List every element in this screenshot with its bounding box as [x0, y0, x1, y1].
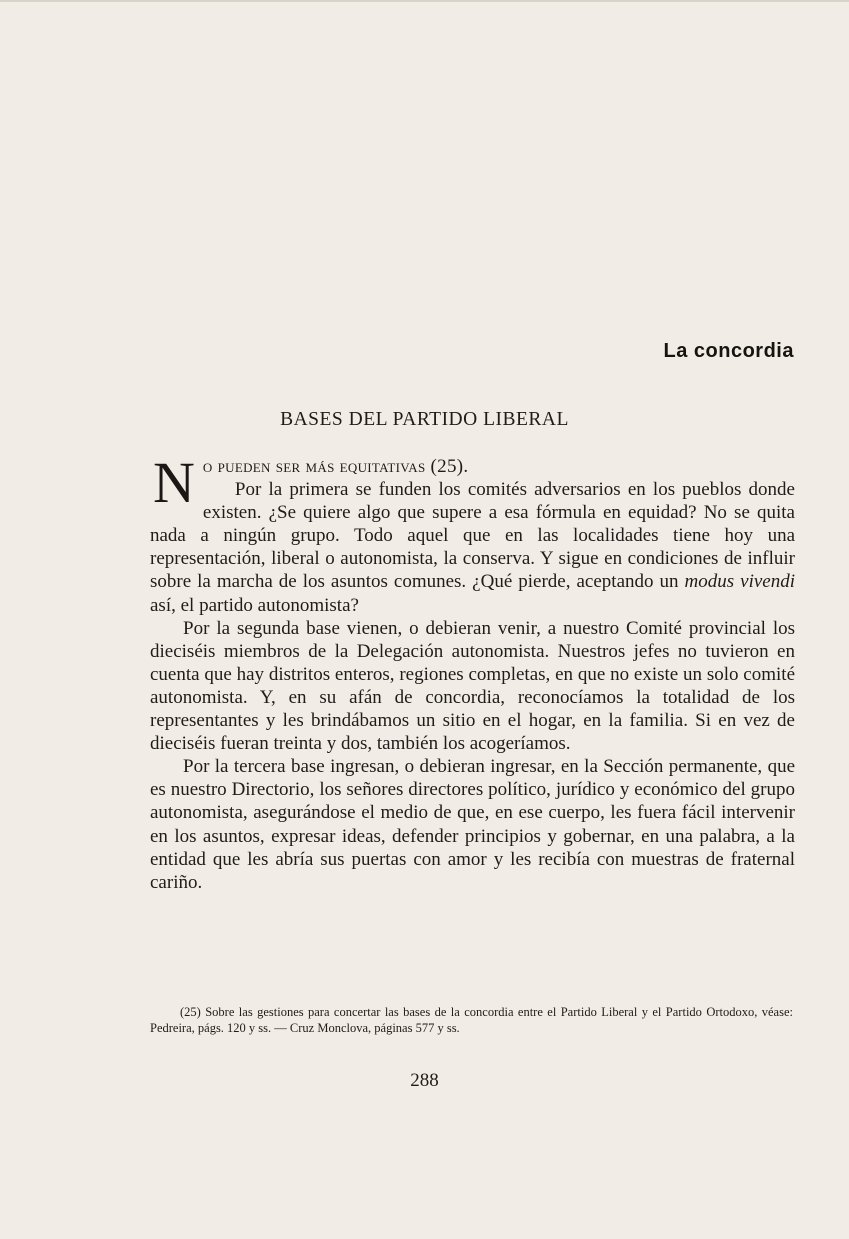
footnote: (25) Sobre las gestiones para concertar las bases de la concordia entre el Partido Liberal y el Partido Ortodoxo, véase: Pedreira, págs. 120 y ss. — Cruz Monclova, páginas 577 y ss. — [150, 1005, 793, 1035]
drop-cap: N — [153, 450, 195, 515]
page-number: 288 — [410, 1070, 439, 1091]
italic-phrase: modus vivendi — [684, 571, 796, 593]
body-text — [150, 450, 796, 894]
section-title: La concordia — [663, 340, 794, 362]
opening-paragraph — [150, 450, 796, 617]
opening-words: o pueden ser más equitativas (25). — [202, 456, 469, 477]
page-edge — [0, 0, 849, 2]
chapter-heading: BASES DEL PARTIDO LIBERAL — [280, 409, 569, 430]
paragraph-2: Por la segunda base vienen, o debieran venir, a nuestro Comité provincial los dieciséis miembros de la Delegación autonomista. Nuestros jefes no tuvieron en cuenta que hay distritos enteros, regiones completas, en que no existe un solo comité autonomista. Y, en su afán de concordia, reconocíamos la totalidad de los representantes y les brindábamos un sitio en el hogar, en la familia. Si en vez de dieciséis fueran treinta y dos, también los acogeríamos. — [150, 617, 795, 755]
paragraph-3: Por la tercera base ingresan, o debieran ingresar, en la Sección permanente, que es nuestro Directorio, los señores directores político, jurídico y económico del grupo autonomista, asegurándose el medio de que, en ese cuerpo, les fuera fácil intervenir en los asuntos, expresar ideas, defender principios y gobernar, en una palabra, a la entidad que les abría sus puertas con amor y les recibía con muestras de fraternal cariño. — [150, 756, 795, 893]
paragraph-1-text: Por la primera se funden los comités adversarios en los pueblos donde existen. ¿Se quiere algo que supere a esa fórmula en equidad? No se quita nada a ningún grupo. Todo aquel que en las localidades tiene hoy una representación, liberal o autonomista, la conserva. Y sigue en condiciones de influir sobre la marcha de los asuntos comunes. ¿Qué pierde, aceptando un — [150, 479, 795, 593]
paragraph-1-tail: así, el partido autonomista? — [150, 594, 359, 616]
